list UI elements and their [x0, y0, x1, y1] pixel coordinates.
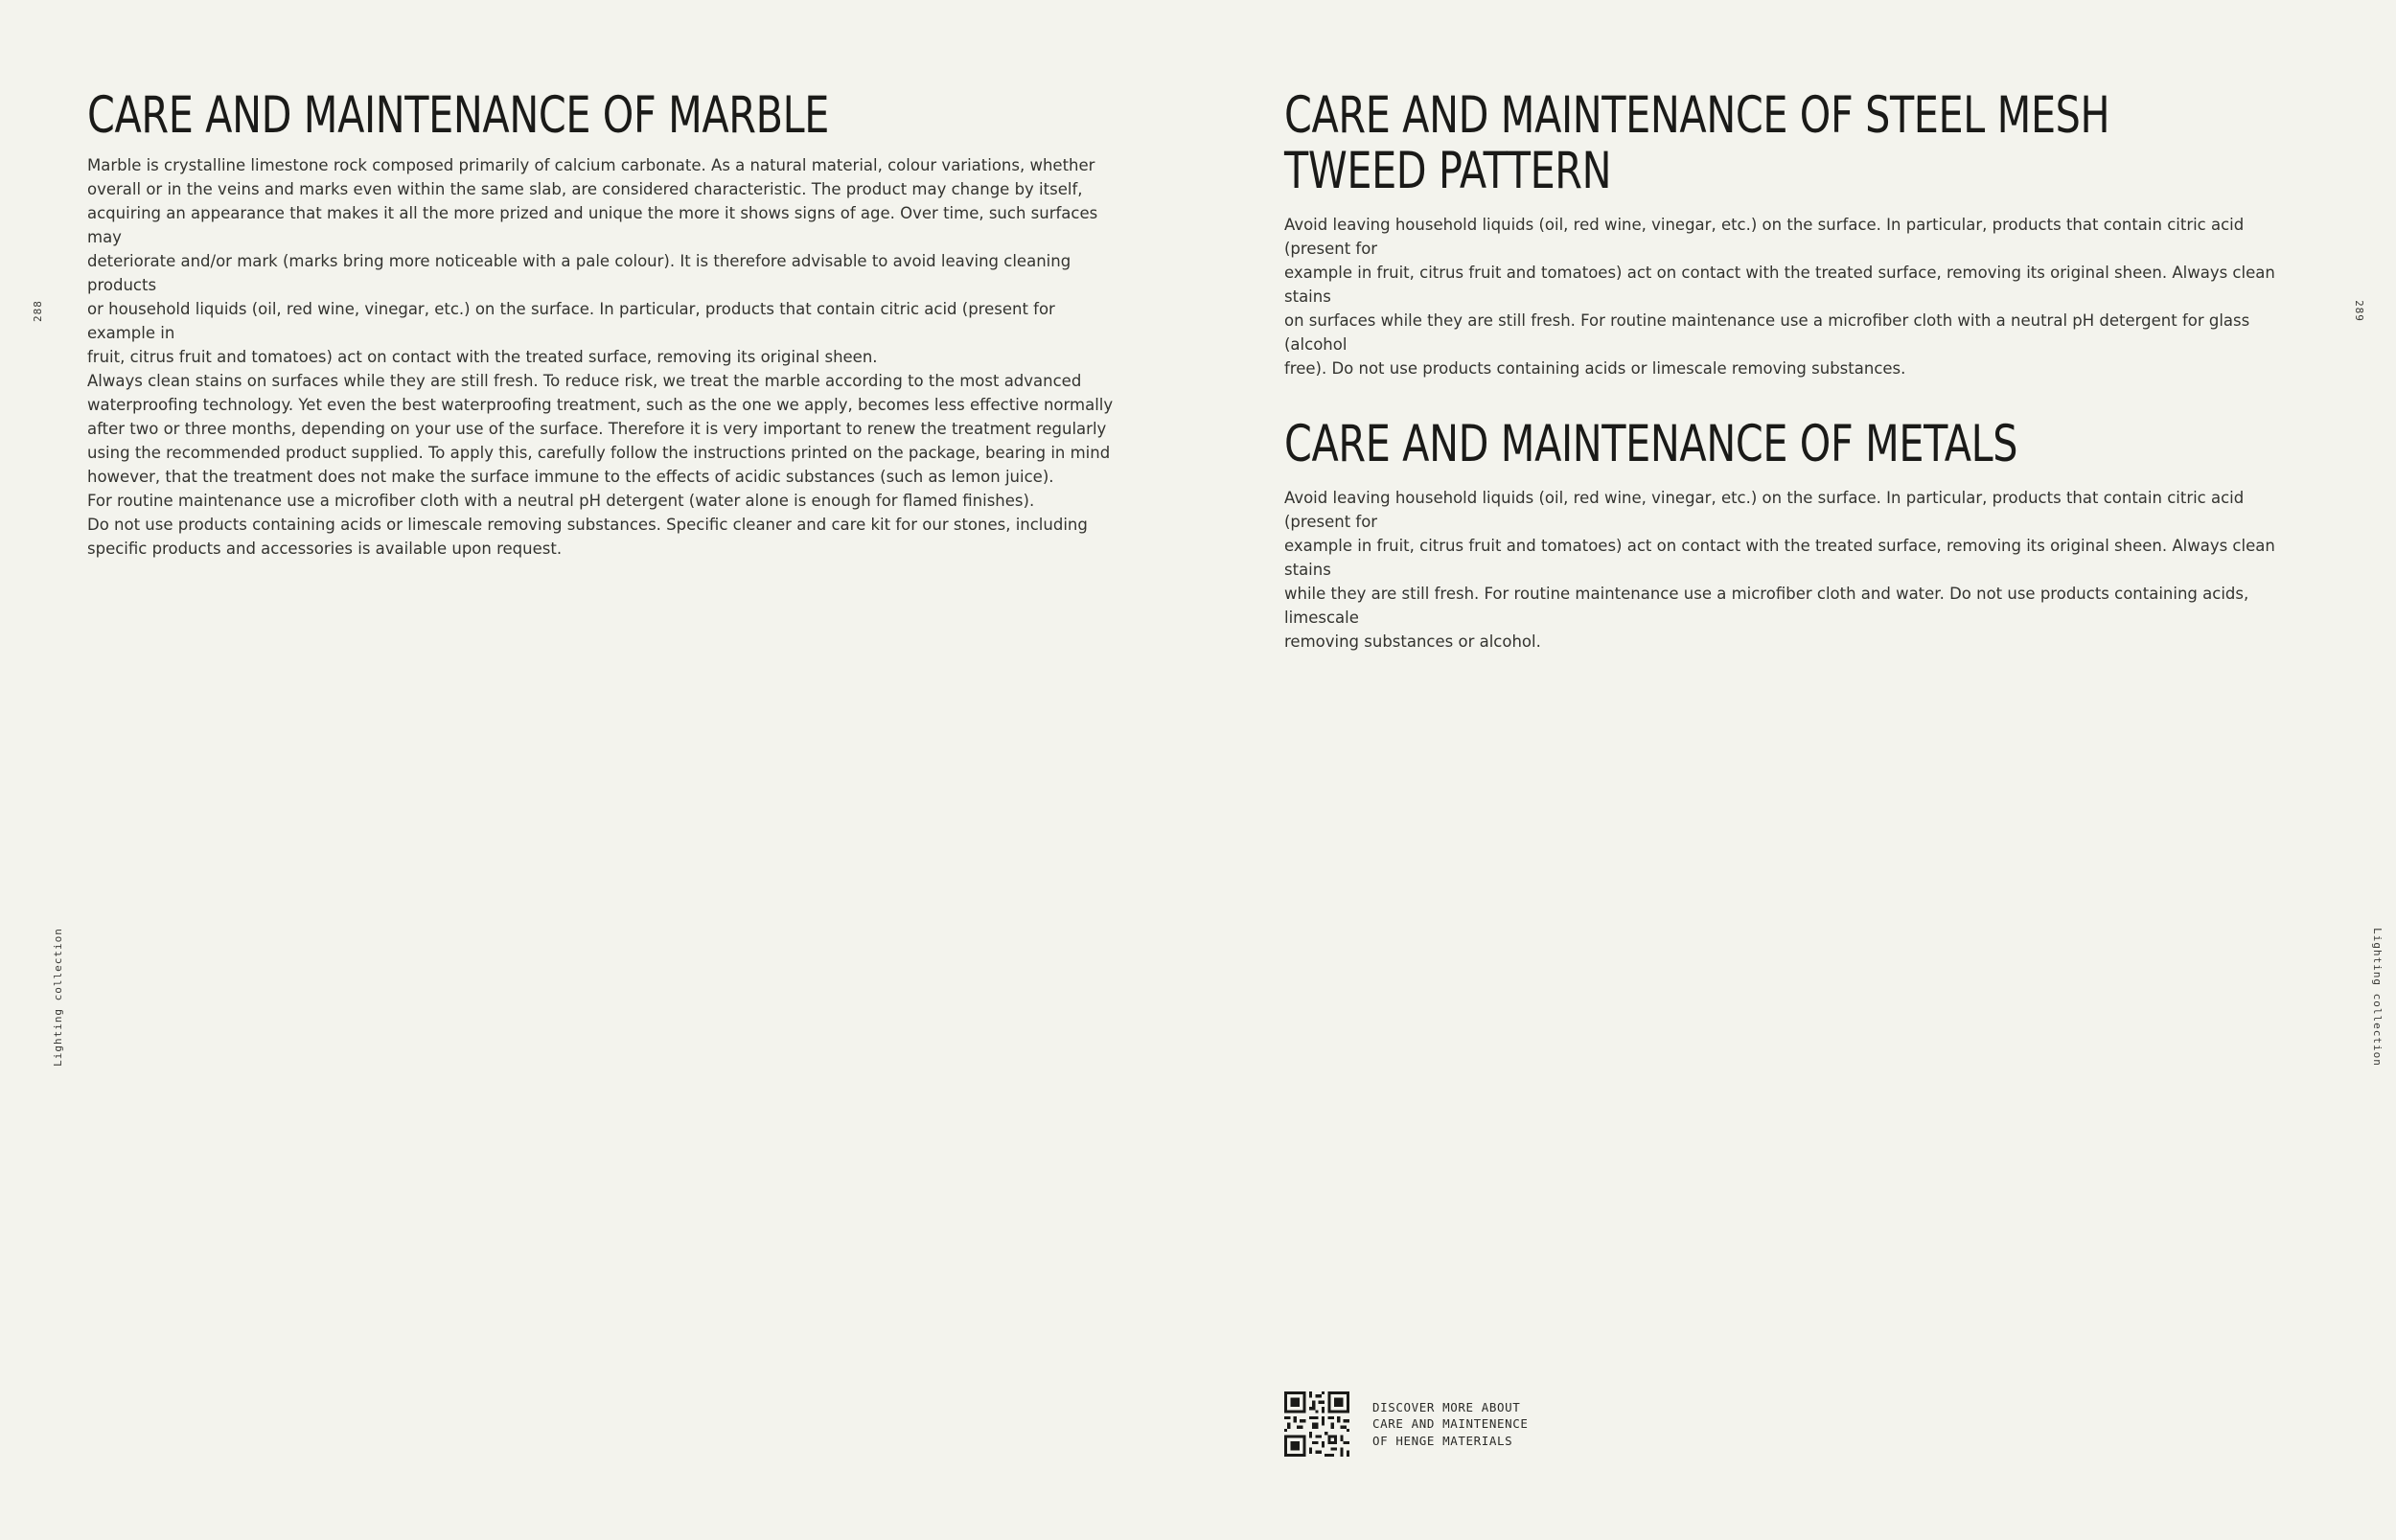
marble-title: CARE AND MAINTENANCE OF MARBLE [87, 86, 829, 145]
page-number: 289 [2352, 300, 2365, 322]
right-column [1284, 88, 2310, 690]
qr-block[interactable] [1284, 1391, 1529, 1457]
marble-body: Marble is crystalline limestone rock composed primarily of calcium carbonate. As a natural material, colour variations, whether overall or in the veins and marks even within the same slab, are considered characteristic. The product may change by itself, acquiring an appearance that makes it all the more prized and unique the more it shows signs of age. Over time, such surfaces may deteriorate and/or mark (marks bring more noticeable with a pale colour). It is therefore advisable to avoid leaving cleaning products or household liquids (oil, red wine, vinegar, etc.) on the surface. In particular, products that contain citric acid (present for example in fruit, citrus fruit and tomatoes) act on contact with the treated surface, removing its original sheen. Always clean stains on surfaces while they are still fresh. To reduce risk, we treat the marble according to the most advanced waterproofing technology. Yet even the best waterproofing treatment, such as the one we apply, becomes less effective normally after two or three months, depending on your use of the surface. Therefore it is very important to renew the treatment regularly using the recommended product supplied. To apply this, carefully follow the instructions printed on the package, bearing in mind however, that the treatment does not make the surface immune to the effects of acidic substances (such as lemon juice). For routine maintenance use a microfiber cloth with a neutral pH detergent (water alone is enough for flamed finishes). Do not use products containing acids or limescale removing substances. Specific cleaner and care kit for our stones, including specific products and accessories is available upon request. [87, 156, 1114, 558]
metals-title: CARE AND MAINTENANCE OF METALS [1284, 415, 2018, 473]
qr-code-icon[interactable] [1284, 1391, 1349, 1457]
qr-caption: DISCOVER MORE ABOUT CARE AND MAINTENENCE OF HENGE MATERIALS [1372, 1399, 1529, 1448]
steel-mesh-title: CARE AND MAINTENANCE OF STEEL MESH TWEED PATTERN [1284, 86, 2110, 200]
metals-section [1284, 417, 2310, 654]
collection-label: Lighting collection [2370, 928, 2384, 1067]
metals-body: Avoid leaving household liquids (oil, red wine, vinegar, etc.) on the surface. In particular, products that contain citric acid (present for example in fruit, citrus fruit and tomatoes) act on contact with the treated surface, removing its original sheen. Always clean stains while they are still fresh. For routine maintenance use a microfiber cloth and water. Do not use products containing acids, limescale removing substances or alcohol. [1284, 489, 2275, 651]
steel-mesh-section [1284, 88, 2310, 380]
marble-section [87, 88, 1122, 561]
right-page [1198, 0, 2396, 1540]
steel-mesh-body: Avoid leaving household liquids (oil, red wine, vinegar, etc.) on the surface. In particular, products that contain citric acid (present for example in fruit, citrus fruit and tomatoes) act on contact with the treated surface, removing its original sheen. Always clean stains on surfaces while they are still fresh. For routine maintenance use a microfiber cloth with a neutral pH detergent for glass (alcohol free). Do not use products containing acids or limescale removing substances. [1284, 216, 2275, 378]
collection-label: Lighting collection [51, 928, 64, 1067]
page-number: 288 [31, 300, 44, 322]
